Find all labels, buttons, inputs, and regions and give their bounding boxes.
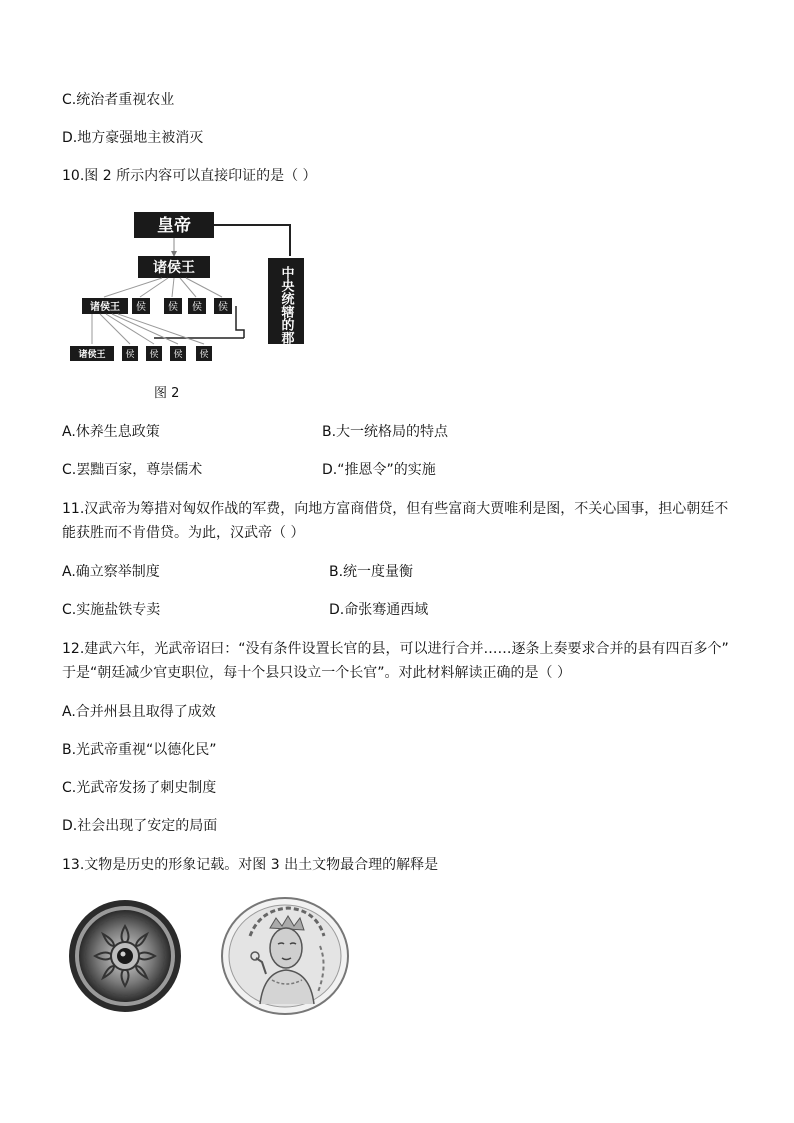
q12-option-b: B.光武帝重视“以德化民” bbox=[62, 742, 217, 758]
q11-option-d: D.命张骞通西域 bbox=[329, 602, 429, 618]
bronze-mirror-image bbox=[66, 898, 184, 1014]
q10-option-c: C.罢黜百家，尊崇儒术 bbox=[62, 462, 203, 478]
q10-stem: 10.图 2 所示内容可以直接印证的是（ ） bbox=[62, 168, 317, 184]
q12-option-a: A.合并州县且取得了成效 bbox=[62, 704, 216, 720]
q12-option-c: C.光武帝发扬了刺史制度 bbox=[62, 780, 217, 796]
sub-king-level3-arrows bbox=[92, 314, 204, 344]
figure-2-diagram bbox=[62, 204, 312, 368]
figure-2-caption: 图 2 bbox=[154, 386, 180, 401]
level2-commandery-connector bbox=[236, 306, 244, 338]
q11-option-c: C.实施盐铁专卖 bbox=[62, 602, 161, 618]
hou-label: 侯 bbox=[149, 350, 159, 360]
q11-option-b: B.统一度量衡 bbox=[329, 564, 414, 580]
q11-stem-line1: 11.汉武帝为筹措对匈奴作战的军费，向地方富商借贷，但有些富商大贾唯利是图，不关心国事，担心朝廷不 bbox=[62, 501, 729, 517]
central-commandery-label: 中央统辖的郡 bbox=[278, 266, 294, 344]
emperor-commandery-connector bbox=[214, 225, 290, 256]
q9-option-c: C.统治者重视农业 bbox=[62, 92, 175, 108]
q10-option-d: D.“推恩令”的实施 bbox=[322, 462, 436, 478]
q12-stem-line1: 12.建武六年，光武帝诏曰：“没有条件设置长官的县，可以进行合并……逐条上奏要求合并的县有四百多个” bbox=[62, 641, 729, 657]
sub-king-label: 诸侯王 bbox=[78, 350, 106, 360]
gold-coin-image bbox=[220, 896, 350, 1016]
hou-label: 侯 bbox=[136, 302, 146, 313]
king-label: 诸侯王 bbox=[153, 260, 195, 276]
hou-label: 侯 bbox=[218, 302, 228, 313]
hou-label: 侯 bbox=[173, 350, 183, 360]
q11-option-a: A.确立察举制度 bbox=[62, 564, 160, 580]
king-level2-arrows bbox=[104, 278, 222, 297]
hou-label: 侯 bbox=[168, 302, 178, 313]
hou-label: 侯 bbox=[192, 302, 202, 313]
hou-label: 侯 bbox=[125, 350, 135, 360]
q10-option-a: A.休养生息政策 bbox=[62, 424, 160, 440]
q10-option-b: B.大一统格局的特点 bbox=[322, 424, 449, 440]
emperor-label: 皇帝 bbox=[157, 216, 191, 236]
q12-stem-line2: 于是“朝廷减少官吏职位，每十个县只设立一个长官”。对此材料解读正确的是（ ） bbox=[62, 665, 571, 681]
q9-option-d: D.地方豪强地主被消灭 bbox=[62, 130, 204, 146]
sub-king-label: 诸侯王 bbox=[90, 302, 120, 313]
q11-stem-line2: 能获胜而不肯借贷。为此，汉武帝（ ） bbox=[62, 525, 305, 541]
q13-stem: 13.文物是历史的形象记载。对图 3 出土文物最合理的解释是 bbox=[62, 857, 439, 873]
q12-option-d: D.社会出现了安定的局面 bbox=[62, 818, 218, 834]
hou-label: 侯 bbox=[199, 350, 209, 360]
